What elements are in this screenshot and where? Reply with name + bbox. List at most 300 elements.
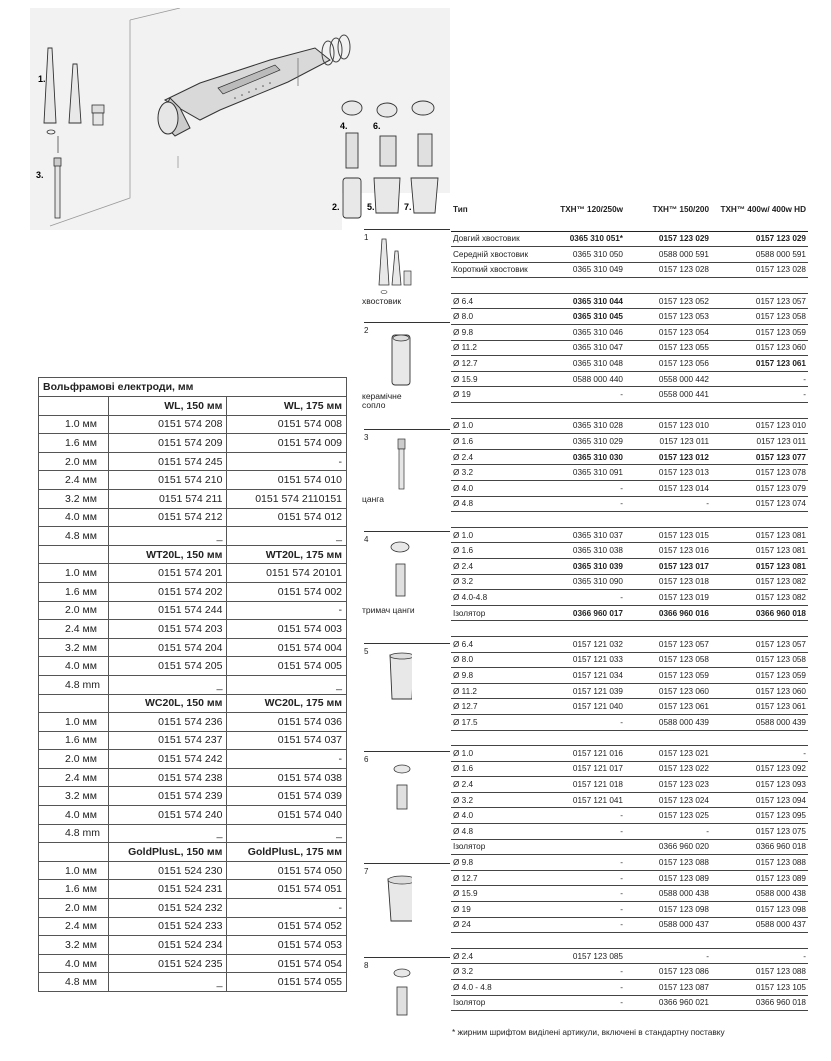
part-type-cell: Довгий хвостовик [451,231,541,247]
part-type-cell: Ø 2.4 [451,777,541,793]
article-cell [711,512,808,528]
article-cell: - [625,496,711,512]
article-cell [541,278,625,294]
part-type-cell: Ø 1.6 [451,434,541,450]
article-cell: 0157 123 017 [625,558,711,574]
article-cell: - [227,601,347,620]
article-cell: 0151 524 233 [108,917,227,936]
article-cell: 0157 123 094 [711,792,808,808]
tungsten-column-header: WC20L, 175 мм [227,694,347,713]
article-cell: - [227,750,347,769]
article-cell: _ [227,824,347,843]
section-divider [364,322,450,323]
article-cell: 0365 310 049 [541,262,625,278]
article-cell: 0157 123 085 [541,948,625,964]
article-cell: 0157 123 082 [711,590,808,606]
callout-7: 7. [404,202,412,212]
article-cell: _ [108,675,227,694]
tungsten-column-header: WL, 150 мм [108,397,227,416]
section-divider [364,229,450,230]
table-row [451,371,808,387]
article-cell: 0151 574 201 [108,564,227,583]
article-cell: - [541,481,625,497]
article-cell: 0151 524 235 [108,954,227,973]
table-row [39,489,347,508]
article-cell: - [541,917,625,933]
article-cell: 0365 310 044 [541,293,625,309]
section-label: керамічне сопло [362,391,402,411]
article-cell: 0365 310 038 [541,543,625,559]
article-cell: 0157 123 082 [711,574,808,590]
table-row [39,471,347,490]
article-cell: 0151 574 209 [108,434,227,453]
table-row [451,792,808,808]
tungsten-header-empty [39,694,109,713]
tungsten-column-header: GoldPlusL, 175 мм [227,843,347,862]
article-cell: 0151 574 054 [227,954,347,973]
article-cell: 0151 574 055 [227,973,347,992]
part-type-cell: Ø 3.2 [451,964,541,980]
article-cell: 0157 123 098 [625,902,711,918]
article-cell: 0157 123 028 [711,262,808,278]
section-divider [364,863,450,864]
section-divider [364,751,450,752]
tungsten-electrodes-table [38,377,347,992]
diameter-cell: 4.8 мм [39,973,109,992]
table-row [451,636,808,652]
article-cell: 0588 000 437 [625,917,711,933]
article-cell: 0157 123 052 [625,293,711,309]
article-cell: 0365 310 047 [541,340,625,356]
article-cell: 0151 574 208 [108,415,227,434]
article-cell [541,403,625,419]
article-cell: 0151 574 236 [108,713,227,732]
article-cell: 0366 960 017 [541,605,625,621]
article-cell: _ [108,527,227,546]
parts-column-header: TXH™ 150/200 [625,203,711,231]
article-cell: 0151 524 232 [108,899,227,918]
article-cell: 0151 574 20101 [227,564,347,583]
diameter-cell: 3.2 мм [39,489,109,508]
table-row [39,415,347,434]
part-type-cell: Ø 3.2 [451,792,541,808]
diameter-cell: 3.2 мм [39,936,109,955]
part-image [362,237,412,302]
footnote: * жирним шрифтом виділені артикули, включені в стандартну поставку [452,1027,725,1037]
article-cell: 0151 574 052 [227,917,347,936]
article-cell: - [711,948,808,964]
table-row [451,824,808,840]
tungsten-column-header: WC20L, 150 мм [108,694,227,713]
article-cell [711,730,808,746]
section-number: 4 [364,535,369,544]
article-cell: 0157 123 019 [625,590,711,606]
table-row [451,870,808,886]
article-cell: 0588 000 439 [625,714,711,730]
section-label: тримач цанги [362,605,415,615]
article-cell: 0157 123 011 [711,434,808,450]
part-type-cell: Ø 4.8 [451,496,541,512]
table-row [39,434,347,453]
article-cell: - [541,496,625,512]
article-cell: 0157 123 029 [625,231,711,247]
tungsten-column-header: WT20L, 175 мм [227,545,347,564]
tungsten-title: Вольфрамові електроди, мм [39,378,347,397]
part-image [362,965,412,1025]
table-row [451,761,808,777]
article-cell: 0366 960 018 [711,839,808,855]
article-cell: 0151 574 212 [108,508,227,527]
table-row [39,601,347,620]
table-row [451,902,808,918]
article-cell: 0588 000 437 [711,917,808,933]
section-divider [364,531,450,532]
article-cell: 0151 524 234 [108,936,227,955]
section-label: цанга [362,494,384,504]
article-cell [541,621,625,637]
part-type-cell [451,730,541,746]
article-cell: 0157 123 060 [711,340,808,356]
article-cell: 0151 574 237 [108,731,227,750]
article-cell: 0151 574 010 [227,471,347,490]
table-row [451,699,808,715]
article-cell: 0366 960 018 [711,995,808,1011]
article-cell: 0151 574 012 [227,508,347,527]
article-cell: 0157 123 088 [711,855,808,871]
table-row [39,973,347,992]
article-cell: 0157 123 061 [711,699,808,715]
article-cell: 0157 123 081 [711,543,808,559]
table-row [451,325,808,341]
article-cell: 0366 960 018 [711,605,808,621]
part-type-cell [451,403,541,419]
diameter-cell: 2.0 мм [39,452,109,471]
article-cell: 0157 123 057 [711,293,808,309]
table-row [39,787,347,806]
article-cell: - [711,387,808,403]
article-cell: 0588 000 591 [625,247,711,263]
table-row [39,508,347,527]
article-cell: 0157 123 057 [625,636,711,652]
article-cell: 0157 123 060 [711,683,808,699]
article-cell: - [541,387,625,403]
diameter-cell: 4.0 мм [39,508,109,527]
part-type-cell: Ø 11.2 [451,683,541,699]
part-type-cell: Ізолятор [451,839,541,855]
article-cell: 0157 123 056 [625,356,711,372]
article-cell [541,933,625,949]
table-row [451,512,808,528]
article-cell: 0365 310 028 [541,418,625,434]
part-type-cell: Ø 4.0 [451,808,541,824]
part-type-cell: Ø 6.4 [451,293,541,309]
table-row [451,543,808,559]
tungsten-column-header: WL, 175 мм [227,397,347,416]
article-cell: 0151 574 038 [227,768,347,787]
article-cell: 0151 574 037 [227,731,347,750]
article-cell: 0157 121 034 [541,668,625,684]
diameter-cell: 3.2 мм [39,638,109,657]
article-cell: _ [108,824,227,843]
callout-5: 5. [367,202,375,212]
article-cell: - [711,746,808,762]
article-cell: - [541,808,625,824]
table-row [451,714,808,730]
article-cell [541,512,625,528]
article-cell: - [541,902,625,918]
article-cell: 0365 310 039 [541,558,625,574]
table-row [451,465,808,481]
diameter-cell: 2.0 мм [39,750,109,769]
section-divider [364,429,450,430]
diameter-cell: 2.0 мм [39,899,109,918]
diameter-cell: 4.8 mm [39,675,109,694]
article-cell: 0151 574 240 [108,806,227,825]
table-row [39,750,347,769]
article-cell: 0151 574 242 [108,750,227,769]
part-type-cell: Ø 4.0-4.8 [451,590,541,606]
article-cell: 0157 123 105 [711,980,808,996]
callout-4: 4. [340,121,348,131]
table-row [39,731,347,750]
diameter-cell: 1.6 мм [39,582,109,601]
article-cell: 0157 123 023 [625,777,711,793]
article-cell: 0151 574 239 [108,787,227,806]
part-type-cell: Ø 6.4 [451,636,541,652]
article-cell: 0588 000 440 [541,371,625,387]
tungsten-header-row [39,397,347,416]
article-cell: 0151 574 245 [108,452,227,471]
article-cell: 0157 123 077 [711,449,808,465]
article-cell: 0157 123 029 [711,231,808,247]
part-type-cell: Ø 12.7 [451,699,541,715]
article-cell: 0365 310 046 [541,325,625,341]
article-cell: 0151 574 202 [108,582,227,601]
section-number: 5 [364,647,369,656]
article-cell [625,512,711,528]
article-cell: 0365 310 090 [541,574,625,590]
diameter-cell: 1.0 мм [39,415,109,434]
article-cell: 0157 121 040 [541,699,625,715]
article-cell: 0365 310 029 [541,434,625,450]
article-cell: 0157 123 022 [625,761,711,777]
article-cell: 0157 123 060 [625,683,711,699]
section-number: 1 [364,233,369,242]
diameter-cell: 2.4 мм [39,620,109,639]
table-row [39,861,347,880]
article-cell: 0558 000 441 [625,387,711,403]
table-row [451,948,808,964]
article-cell: 0558 000 442 [625,371,711,387]
article-cell: - [541,870,625,886]
table-row [39,806,347,825]
section-number: 6 [364,755,369,764]
table-row [451,605,808,621]
part-type-cell: Ø 15.9 [451,371,541,387]
article-cell: 0157 123 059 [711,325,808,341]
article-cell: 0151 574 211 [108,489,227,508]
article-cell: 0151 574 005 [227,657,347,676]
article-cell: 0366 960 021 [625,995,711,1011]
table-row [451,855,808,871]
table-row [451,917,808,933]
section-label: хвостовик [362,296,402,306]
article-cell: 0151 574 053 [227,936,347,955]
part-type-cell: Ізолятор [451,605,541,621]
article-cell: 0157 123 098 [711,902,808,918]
part-type-cell: Ø 1.0 [451,746,541,762]
article-cell: 0157 123 081 [711,558,808,574]
table-row [451,262,808,278]
diameter-cell: 3.2 мм [39,787,109,806]
article-cell: - [541,995,625,1011]
tungsten-header-row [39,843,347,862]
article-cell: - [541,980,625,996]
table-row [451,449,808,465]
article-cell: 0365 310 045 [541,309,625,325]
part-type-cell: Ø 9.8 [451,325,541,341]
table-row [39,657,347,676]
parts-column-header: TXH™ 120/250w [541,203,625,231]
diameter-cell: 1.0 мм [39,564,109,583]
article-cell: 0157 123 021 [625,746,711,762]
diameter-cell: 4.0 мм [39,806,109,825]
table-row [451,808,808,824]
part-type-cell: Ø 12.7 [451,356,541,372]
article-cell: 0157 123 061 [625,699,711,715]
article-cell: 0157 123 093 [711,777,808,793]
table-row [451,231,808,247]
part-type-cell: Ø 12.7 [451,870,541,886]
article-cell: 0157 123 054 [625,325,711,341]
tungsten-column-header: GoldPlusL, 150 мм [108,843,227,862]
section-number: 7 [364,867,369,876]
part-type-cell: Ø 1.6 [451,543,541,559]
article-cell: - [541,855,625,871]
diameter-cell: 2.4 мм [39,768,109,787]
article-cell: 0157 123 018 [625,574,711,590]
article-cell: 0151 574 203 [108,620,227,639]
article-cell: 0157 123 010 [711,418,808,434]
article-cell: 0588 000 438 [625,886,711,902]
table-row [451,496,808,512]
article-cell: - [625,824,711,840]
article-cell: 0151 574 050 [227,861,347,880]
table-row [451,434,808,450]
table-row [451,933,808,949]
article-cell: 0151 574 238 [108,768,227,787]
article-cell: 0157 123 014 [625,481,711,497]
article-cell: _ [227,675,347,694]
diameter-cell: 1.6 мм [39,880,109,899]
article-cell: 0157 123 016 [625,543,711,559]
parts-table [451,203,808,1011]
article-cell: 0151 574 244 [108,601,227,620]
table-row [451,746,808,762]
table-row [451,995,808,1011]
article-cell: 0157 123 010 [625,418,711,434]
article-cell: 0157 123 058 [711,652,808,668]
table-row [451,683,808,699]
article-cell: 0157 123 075 [711,824,808,840]
article-cell: 0157 123 012 [625,449,711,465]
callout-6: 6. [373,121,381,131]
parts-header-row [451,203,808,231]
article-cell: 0157 123 025 [625,808,711,824]
part-type-cell: Ø 19 [451,902,541,918]
table-row [451,387,808,403]
article-cell: 0151 574 002 [227,582,347,601]
diameter-cell: 1.6 мм [39,434,109,453]
part-type-cell: Середній хвостовик [451,247,541,263]
article-cell: 0157 123 058 [625,652,711,668]
diameter-cell: 2.0 мм [39,601,109,620]
part-type-cell: Ø 1.6 [451,761,541,777]
article-cell: 0151 574 039 [227,787,347,806]
part-type-cell: Ø 3.2 [451,574,541,590]
article-cell: 0157 123 095 [711,808,808,824]
article-cell [711,278,808,294]
table-row [451,730,808,746]
article-cell: - [541,590,625,606]
tungsten-header-empty [39,843,109,862]
table-row [39,452,347,471]
part-type-cell: Ø 9.8 [451,668,541,684]
table-row [451,964,808,980]
article-cell: 0157 123 078 [711,465,808,481]
article-cell: 0365 310 037 [541,527,625,543]
table-row [451,309,808,325]
article-cell: 0157 123 074 [711,496,808,512]
part-image [362,539,412,604]
part-type-cell: Ø 17.5 [451,714,541,730]
diameter-cell: 2.4 мм [39,471,109,490]
article-cell: - [711,371,808,387]
table-row [39,824,347,843]
article-cell: 0151 574 210 [108,471,227,490]
article-cell: 0366 960 016 [625,605,711,621]
part-image [362,330,412,395]
part-image [362,651,412,716]
section-number: 3 [364,433,369,442]
diameter-cell: 4.0 мм [39,657,109,676]
article-cell: 0151 524 230 [108,861,227,880]
callout-2: 2. [332,202,340,212]
article-cell: 0365 310 048 [541,356,625,372]
article-cell: 0157 123 081 [711,527,808,543]
table-row [39,620,347,639]
part-type-cell: Ø 3.2 [451,465,541,481]
article-cell: 0157 123 087 [625,980,711,996]
article-cell: - [541,886,625,902]
article-cell [625,621,711,637]
parts-column-header: TXH™ 400w/ 400w HD [711,203,808,231]
table-row [451,590,808,606]
part-type-cell: Ø 9.8 [451,855,541,871]
tungsten-header-row [39,694,347,713]
part-type-cell [451,933,541,949]
table-row [39,899,347,918]
article-cell: 0157 123 058 [711,309,808,325]
article-cell: 0151 574 051 [227,880,347,899]
article-cell: 0151 574 009 [227,434,347,453]
part-type-cell [451,278,541,294]
part-image [362,759,412,819]
article-cell [711,621,808,637]
article-cell: 0365 310 030 [541,449,625,465]
article-cell: 0151 574 003 [227,620,347,639]
article-cell [625,933,711,949]
